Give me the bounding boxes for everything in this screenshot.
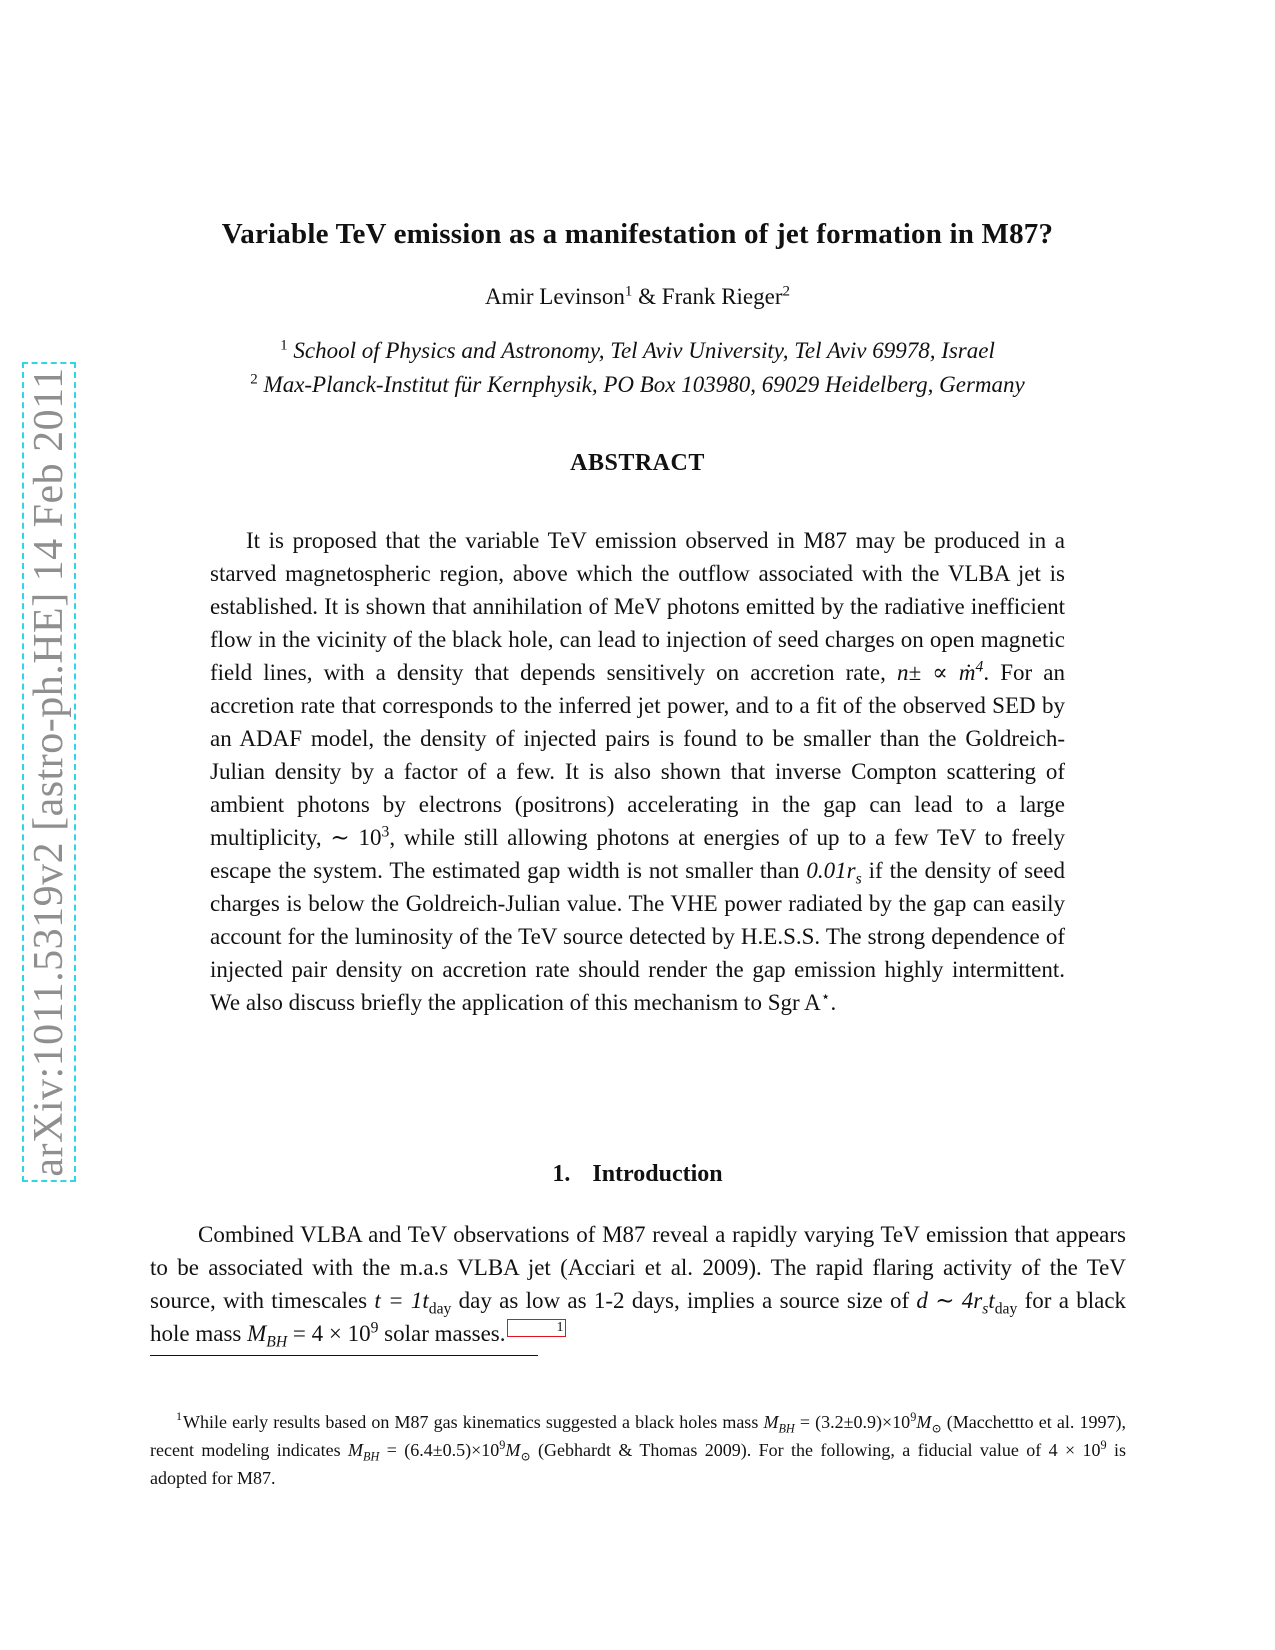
abstract-heading: ABSTRACT bbox=[570, 450, 705, 476]
footnote-text-4: is adopted for M87. bbox=[150, 1440, 1127, 1488]
abstract-text-3: , while still allowing photons at energies of up to a few TeV to freely escape the system. The estimated gap width is not smaller than bbox=[210, 825, 1065, 883]
author-line bbox=[0, 284, 1275, 310]
author-1: Amir Levinson bbox=[484, 284, 625, 309]
footnote-mark: 1 bbox=[176, 1409, 182, 1423]
intro-text-4: solar masses. bbox=[384, 1321, 506, 1346]
abstract-text-1: It is proposed that the variable TeV emission observed in M87 may be produced in a starved magnetospheric region, above which the outflow associated with the VLBA jet is established. It is shown that annihilation of MeV photons emitted by the radiative inefficient flow in the vicinity of the black hole, can lead to injection of seed charges on open magnetic field lines, with a density that depends sensitively on accretion rate, bbox=[210, 528, 1065, 685]
affiliation-1 bbox=[0, 338, 1275, 364]
arxiv-stamp[interactable] bbox=[22, 362, 76, 1182]
author-1-mark: 1 bbox=[624, 283, 633, 300]
abstract-eq-multiplicity: ∼ $10^3$ bbox=[330, 823, 390, 850]
footnote-1 bbox=[150, 1402, 1126, 1492]
author-2: & Frank Rieger bbox=[638, 284, 783, 309]
paper-title: Variable TeV emission as a manifestation of jet formation in M87? bbox=[221, 218, 1054, 250]
arxiv-stamp-text: arXiv:1011.5319v2 [astro-ph.HE] 14 Feb 2011 bbox=[26, 367, 72, 1177]
intro-eq-timescale: $t = 1t_{day}$ bbox=[374, 1288, 452, 1318]
abstract-text-4: if the density of seed charges is below the Goldreich-Julian value. The VHE power radiated by the gap can easily account for the luminosity of the TeV source detected by H.E.S.S. The strong dependence of injected pair density on accretion rate should render the gap emission highly intermittent. We also discuss briefly the application of this mechanism to Sgr A bbox=[210, 858, 1065, 1015]
footnote-link-1[interactable]: 1 bbox=[507, 1319, 566, 1337]
abstract-body: It is proposed that the variable TeV emission observed in M87 may be produced in a starved magnetospheric region, above which the outflow associated with the VLBA jet is established. It is shown that annihilation of MeV photons emitted by the radiative inefficient flow in the vicinity of the black hole, can lead to injection of seed charges on open magnetic field lines, with a density that depends sensitively on accretion rate, n± ∝ ṁ$^4$. For an accretion rate that corresponds to the inferred jet power, and to a fit of the observed SED by an ADAF model, the density of injected pairs is found to be smaller than the Goldreich-Julian density by a factor of a few. It is also shown that inverse Compton scattering of ambient photons by electrons (positrons) accelerating in the gap can lead to a large multiplicity, ∼ $10^3$, while still allowing photons at energies of up to a few TeV to freely escape the system. The estimated gap width is not smaller than $0.01r_s$ if the density of seed charges is below the Goldreich-Julian value. The VHE power radiated by the gap can easily account for the luminosity of the TeV source detected by H.E.S.S. The strong dependence of injected pair density on accretion rate should render the gap emission highly intermittent. We also discuss briefly the application of this mechanism to Sgr A⋆. bbox=[210, 528, 1065, 1015]
intro-text-2: day as low as 1-2 days, implies a source size of bbox=[458, 1288, 910, 1313]
footnote-eq-fiducial: $4 \times 10^9$ bbox=[1048, 1438, 1107, 1460]
section-heading-introduction bbox=[0, 1161, 1275, 1188]
intro-text-1: Combined VLBA and TeV observations of M87 reveal a rapidly varying TeV emission that appears to be associated with the m.a.s VLBA jet (Acciari et al. 2009). The rapid flaring activity of the TeV source, with timescales bbox=[150, 1222, 1126, 1313]
section-number: 1. bbox=[552, 1161, 571, 1187]
intro-eq-source-size: d ∼ $4r_st_{day}$ bbox=[916, 1288, 1018, 1318]
author-2-mark: 2 bbox=[782, 283, 790, 300]
abstract-eq-gap-width: $0.01r_s$ bbox=[806, 858, 862, 888]
footnote-text-2: (Macchettto et al. 1997), recent modeling indicates bbox=[150, 1412, 1127, 1460]
abstract-text-2: . For an accretion rate that corresponds to the inferred jet power, and to a fit of the observed SED by an ADAF model, the density of injected pairs is found to be smaller than the Goldreich-Julian density by a factor of a few. It is also shown that inverse Compton scattering of ambient photons by electrons (positrons) accelerating in the gap can lead to a large multiplicity, bbox=[210, 660, 1065, 850]
affiliation-1-text: School of Physics and Astronomy, Tel Aviv University, Tel Aviv 69978, Israel bbox=[293, 338, 995, 363]
abstract-eq-pair-density: n± ∝ ṁ$^4$ bbox=[896, 658, 984, 685]
footnote-eq-mass-1: $M_{BH} = (3.2\pm 0.9)\times 10^9M_⊙$ bbox=[763, 1410, 942, 1436]
affiliation-1-mark: 1 bbox=[280, 337, 288, 354]
affiliation-2-mark: 2 bbox=[250, 371, 258, 388]
introduction-paragraph bbox=[150, 1218, 1126, 1350]
section-title: Introduction bbox=[592, 1161, 723, 1187]
footnote-divider bbox=[150, 1355, 538, 1356]
intro-text-3: for a black hole mass bbox=[150, 1288, 1127, 1346]
footnote-eq-mass-2: $M_{BH} = (6.4\pm 0.5)\times 10^9M_⊙$ bbox=[348, 1438, 531, 1464]
footnote-text-1: While early results based on M87 gas kinematics suggested a black holes mass bbox=[183, 1412, 759, 1432]
affiliation-2-text: Max-Planck-Institut für Kernphysik, PO Box 103980, 69029 Heidelberg, Germany bbox=[263, 372, 1025, 397]
intro-eq-bh-mass: $M_{BH} = 4 \times 10^9$ bbox=[247, 1319, 379, 1351]
abstract-star: ⋆ bbox=[820, 988, 831, 1006]
affiliation-2 bbox=[0, 372, 1275, 398]
footnote-text-3: (Gebhardt & Thomas 2009). For the following, a fiducial value of bbox=[538, 1440, 1042, 1460]
